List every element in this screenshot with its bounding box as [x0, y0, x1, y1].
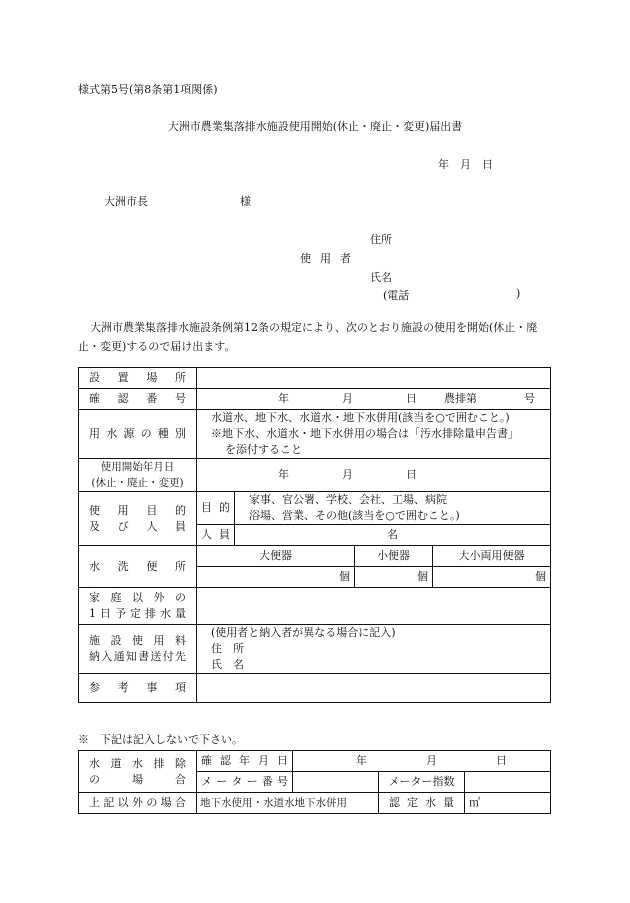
document-title: 大洲市農業集落排水施設使用開始(休止・廃止・変更)届出書 — [167, 120, 463, 133]
meter-number-field[interactable] — [293, 772, 379, 793]
tap-water-label — [79, 751, 197, 793]
confirm-number-field[interactable] — [197, 389, 551, 410]
name-label: 氏名 — [370, 271, 392, 284]
nonhome-label-2: 1日予定排水量 — [89, 607, 186, 620]
fee-line-1: (使用者と納入者が異なる場合に記入) — [211, 626, 396, 639]
start-month: 月 — [342, 468, 353, 481]
start-date-field[interactable] — [197, 459, 551, 492]
water-source-label: 用水源の種別 — [79, 410, 197, 459]
date-line: 年 月 日 — [438, 158, 493, 171]
confirm-day: 日 — [406, 392, 417, 405]
office-use-note: ※ 下記は記入しないで下さい。 — [78, 733, 243, 746]
start-date-label-1: 使用開始年月日 — [100, 461, 175, 473]
confirm-date-field[interactable] — [293, 751, 551, 772]
other-case-desc: 地下水使用・水道水地下水併用 — [197, 793, 379, 814]
meter-number-label: メーター番号 — [197, 772, 293, 793]
cubic-meter-unit: ㎥ — [469, 796, 480, 809]
confirm-prefix: 農排第 — [444, 392, 477, 405]
tap-label-1: 水道水排除 — [89, 756, 186, 770]
phone-label: (電話 — [383, 289, 410, 302]
approved-volume-field[interactable] — [465, 793, 551, 814]
toilet-small-count[interactable]: 個 — [355, 567, 433, 588]
purpose-label-1: 使用目的 — [89, 503, 186, 517]
location-label: 設置場所 — [79, 368, 197, 389]
nonhome-drain-field[interactable] — [197, 588, 551, 625]
purpose-sub-label: 目的 — [197, 492, 235, 525]
approved-volume-label: 認定水量 — [379, 793, 465, 814]
fee-notice-field[interactable] — [197, 625, 551, 674]
nonhome-drain-label — [79, 588, 197, 625]
fee-line-2: 住 所 — [211, 642, 244, 655]
toilet-both-count[interactable]: 個 — [433, 567, 551, 588]
start-day: 日 — [406, 468, 417, 481]
addressee: 大洲市長 — [104, 195, 148, 208]
purpose-field[interactable] — [235, 492, 551, 525]
address-label: 住所 — [370, 233, 392, 246]
flush-toilet-label: 水洗便所 — [79, 546, 197, 588]
fee-line-3: 氏 名 — [211, 658, 244, 671]
form-number: 様式第5号(第8条第1項関係) — [78, 83, 218, 96]
fee-label-1: 施設使用料 — [89, 634, 186, 647]
confirm-suffix: 号 — [524, 392, 535, 405]
purpose-line-2: 浴場、営業、その他(該当を○で囲むこと。) — [249, 509, 460, 522]
footer-year: 年 — [356, 754, 367, 767]
user-label: 使用者 — [300, 252, 360, 265]
location-field[interactable] — [197, 368, 551, 389]
remarks-field[interactable] — [197, 674, 551, 703]
water-line-1: 水道水、地下水、水道水・地下水併用(該当を○で囲むこと。) — [211, 411, 510, 424]
phone-close: ) — [516, 287, 521, 300]
meter-reading-field[interactable] — [465, 772, 551, 793]
confirm-year: 年 — [278, 392, 289, 405]
meter-reading-label: メーター指数 — [379, 772, 465, 793]
purpose-label — [79, 492, 197, 546]
other-case-label: 上記以外の場合 — [79, 793, 197, 814]
remarks-label: 参考事項 — [79, 674, 197, 703]
start-date-label — [79, 459, 197, 492]
purpose-label-2: 及び人員 — [89, 519, 186, 533]
confirm-number-label: 確認番号 — [79, 389, 197, 410]
application-table — [78, 367, 551, 703]
persons-unit: 名 — [387, 528, 398, 541]
water-source-field[interactable] — [197, 410, 551, 459]
office-use-table — [78, 750, 551, 814]
fee-label-2: 納入通知書送付先 — [89, 650, 186, 663]
start-date-label-2: (休止・廃止・変更) — [91, 477, 184, 489]
persons-sub-label: 人員 — [197, 525, 235, 546]
body-text: 大洲市農業集落排水施設条例第12条の規定により、次のとおり施設の使用を開始(休止・廃止・変更)するので届け出ます。 — [78, 321, 538, 353]
honorific: 様 — [240, 195, 251, 208]
start-year: 年 — [278, 468, 289, 481]
footer-month: 月 — [426, 754, 437, 767]
nonhome-label-1: 家庭以外の — [89, 591, 186, 604]
purpose-line-1: 家事、官公署、学校、会社、工場、病院 — [249, 493, 447, 506]
water-line-3: を添付すること — [225, 443, 302, 456]
toilet-large-count[interactable]: 個 — [197, 567, 355, 588]
footer-day: 日 — [496, 754, 507, 767]
confirm-date-label: 確認年月日 — [197, 751, 293, 772]
toilet-both-header: 大小両用便器 — [433, 546, 551, 567]
persons-field[interactable] — [235, 525, 551, 546]
toilet-large-header: 大便器 — [197, 546, 355, 567]
confirm-month: 月 — [342, 392, 353, 405]
tap-label-2: の場合 — [89, 772, 186, 786]
toilet-small-header: 小便器 — [355, 546, 433, 567]
water-line-2: ※地下水、水道水・地下水併用の場合は「汚水排除量申告書」 — [211, 427, 519, 440]
fee-notice-label — [79, 625, 197, 674]
